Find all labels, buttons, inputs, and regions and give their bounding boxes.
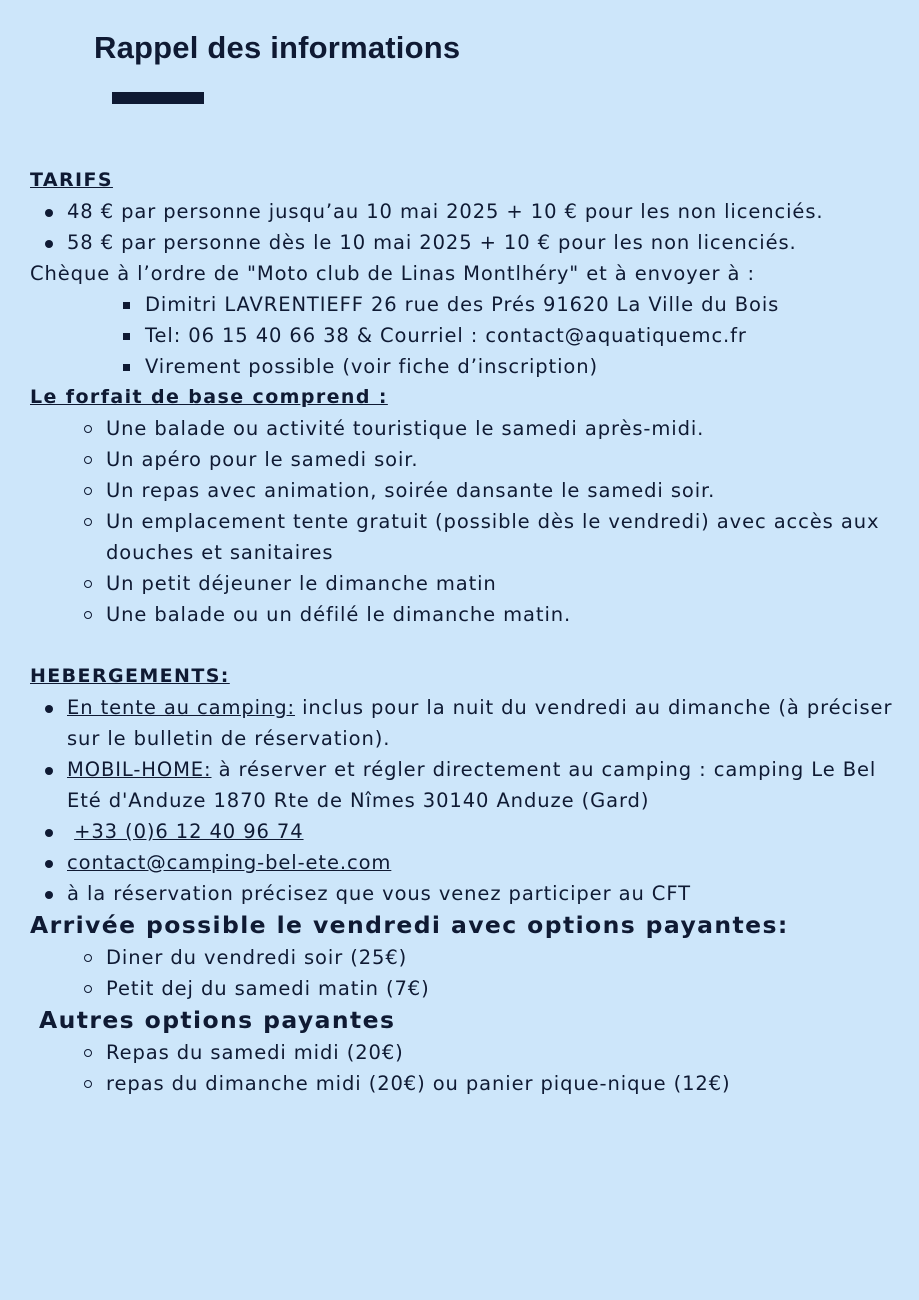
contact-list	[30, 289, 900, 382]
forfait-item: Une balade ou activité touristique le samedi après-midi.	[30, 413, 900, 444]
tente-text: inclus pour la nuit du vendredi au dimanche (à préciser sur le bulletin de réservation).	[67, 696, 893, 750]
mobilhome-text: à réserver et régler directement au camping : camping Le Bel Eté d'Anduze 1870 Rte de Nîmes 30140 Anduze (Gard)	[67, 758, 877, 812]
hebergements-list	[30, 692, 900, 909]
tarifs-list	[30, 196, 900, 258]
info-content	[30, 165, 900, 1099]
hebergement-email	[30, 847, 900, 878]
forfait-list	[30, 413, 900, 630]
forfait-heading: Le forfait de base comprend :	[30, 386, 388, 408]
autres-heading: Autres options payantes	[39, 1006, 396, 1034]
forfait-item: Une balade ou un défilé le dimanche matin.	[30, 599, 900, 630]
cheque-line: Chèque à l’ordre de "Moto club de Linas Montlhéry" et à envoyer à :	[30, 262, 755, 285]
camping-phone-link[interactable]: +33 (0)6 12 40 96 74	[74, 820, 304, 843]
arrivee-heading: Arrivée possible le vendredi avec options payantes:	[30, 911, 789, 939]
contact-virement: Virement possible (voir fiche d’inscription)	[30, 351, 900, 382]
tarif-item: 48 € par personne jusqu’au 10 mai 2025 + 10 € pour les non licenciés.	[30, 196, 900, 227]
hebergement-tente	[30, 692, 900, 754]
hebergement-note: à la réservation précisez que vous venez participer au CFT	[30, 878, 900, 909]
forfait-item: Un emplacement tente gratuit (possible dès le vendredi) avec accès aux douches et sanitaires	[30, 506, 900, 568]
hebergements-heading: HEBERGEMENTS:	[30, 665, 230, 687]
forfait-item: Un apéro pour le samedi soir.	[30, 444, 900, 475]
forfait-item: Un petit déjeuner le dimanche matin	[30, 568, 900, 599]
autres-list	[30, 1037, 900, 1099]
page-title: Rappel des informations	[94, 30, 461, 65]
autres-option: repas du dimanche midi (20€) ou panier pique-nique (12€)	[30, 1068, 900, 1099]
forfait-item: Un repas avec animation, soirée dansante le samedi soir.	[30, 475, 900, 506]
arrivee-option: Petit dej du samedi matin (7€)	[30, 973, 900, 1004]
tarifs-heading: TARIFS	[30, 169, 113, 191]
section-spacer	[30, 630, 900, 661]
tarif-item: 58 € par personne dès le 10 mai 2025 + 10 € pour les non licenciés.	[30, 227, 900, 258]
tente-link[interactable]: En tente au camping:	[67, 696, 295, 719]
hebergement-phone	[30, 816, 900, 847]
mobilhome-link[interactable]: MOBIL-HOME:	[67, 758, 212, 781]
camping-email-link[interactable]: contact@camping-bel-ete.com	[67, 851, 392, 874]
title-underline-bar	[112, 92, 204, 104]
arrivee-option: Diner du vendredi soir (25€)	[30, 942, 900, 973]
contact-address: Dimitri LAVRENTIEFF 26 rue des Prés 91620 La Ville du Bois	[30, 289, 900, 320]
autres-option: Repas du samedi midi (20€)	[30, 1037, 900, 1068]
hebergement-mobilhome	[30, 754, 900, 816]
contact-phone-email: Tel: 06 15 40 66 38 & Courriel : contact@aquatiquemc.fr	[30, 320, 900, 351]
arrivee-list	[30, 942, 900, 1004]
